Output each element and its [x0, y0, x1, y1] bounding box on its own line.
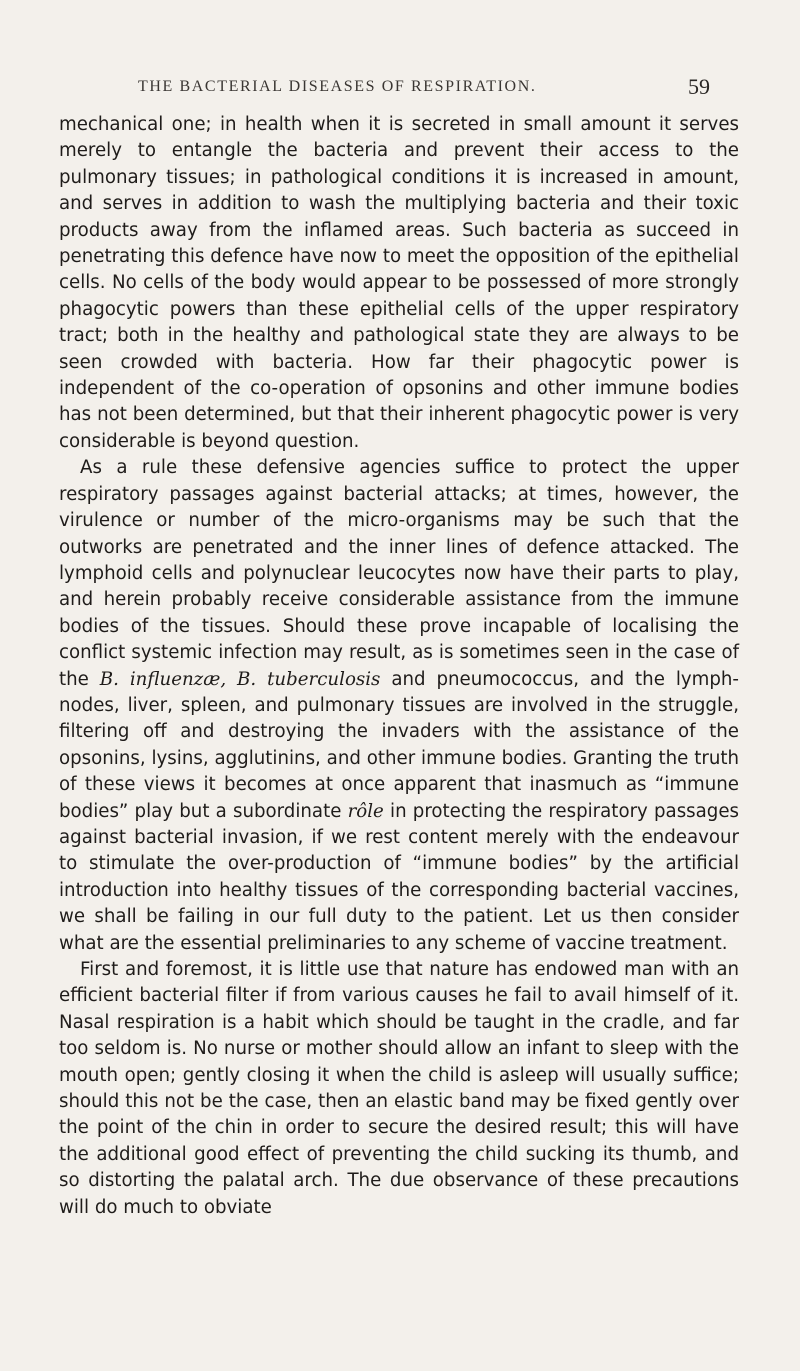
- body-text: [59, 112, 739, 1221]
- paragraph-2-part-a: As a rule these defensive agencies suffice to protect the upper respiratory passages against bacterial attacks; at times, however, the virulence or number of the micro-organisms may be such that the outworks are penetrated and the inner lines of defence attacked. The lymphoid cells and polynuclear leucocytes now have their parts to play, and herein probably receive considerable assistance from the immune bodies of the tissues. Should these prove incapable of localising the conflict systemic infection may result, as is sometimes seen in the case of the: [59, 457, 739, 690]
- paragraph-3: First and foremost, it is little use that nature has endowed man with an efficient bacterial filter if from various causes he fail to avail himself of it. Nasal respiration is a habit which should be taught in the cradle, and far too seldom is. No nurse or mother should allow an infant to sleep with the mouth open; gently closing it when the child is asleep will usually suffice; should this not be the case, then an elastic band may be fixed gently over the point of the chin in order to secure the desired result; this will have the additional good effect of preventing the child sucking its thumb, and so distorting the palatal arch. The due observance of these precautions will do much to obviate: [59, 959, 739, 1218]
- running-head: [96, 74, 710, 104]
- bacteria-names-italic: B. influenzæ, B. tuberculosis: [99, 668, 381, 690]
- role-italic: rôle: [347, 800, 384, 822]
- paragraph-2-part-c: in protecting the respiratory passages against bacterial invasion, if we rest content merely with the endeavour to stimulate the over-production of “immune bodies” by the artificial introduction into healthy tissues of the corresponding bacterial vaccines, we shall be failing in our full duty to the patient. Let us then consider what are the essential preliminaries to any scheme of vaccine treatment.: [59, 800, 739, 954]
- paragraph-2-part-b: and pneumococcus, and the lymph-nodes, liver, spleen, and pulmonary tissues are involved in the struggle, filtering off and destroying the invaders with the assistance of the opsonins, lysins, agglutinins, and other immune bodies. Granting the truth of these views it becomes at once apparent that inasmuch as “immune bodies” play but a subordinate: [59, 668, 739, 822]
- page-number: 59: [688, 74, 710, 99]
- paragraph-1: mechanical one; in health when it is secreted in small amount it serves merely to entangle the bacteria and prevent their access to the pulmonary tissues; in pathological conditions it is increased in amount, and serves in addition to wash the multiplying bacteria and their toxic products away from the inflamed areas. Such bacteria as succeed in penetrating this defence have now to meet the opposition of the epithelial cells. No cells of the body would appear to be possessed of more strongly phagocytic powers than these epithelial cells of the upper respiratory tract; both in the healthy and pathological state they are always to be seen crowded with bacteria. How far their phagocytic power is independent of the co-operation of opsonins and other immune bodies has not been determined, but that their inherent phagocytic power is very considerable is beyond question.: [59, 114, 739, 452]
- running-title: THE BACTERIAL DISEASES OF RESPIRATION.: [138, 78, 537, 95]
- paragraph-2: [59, 455, 739, 957]
